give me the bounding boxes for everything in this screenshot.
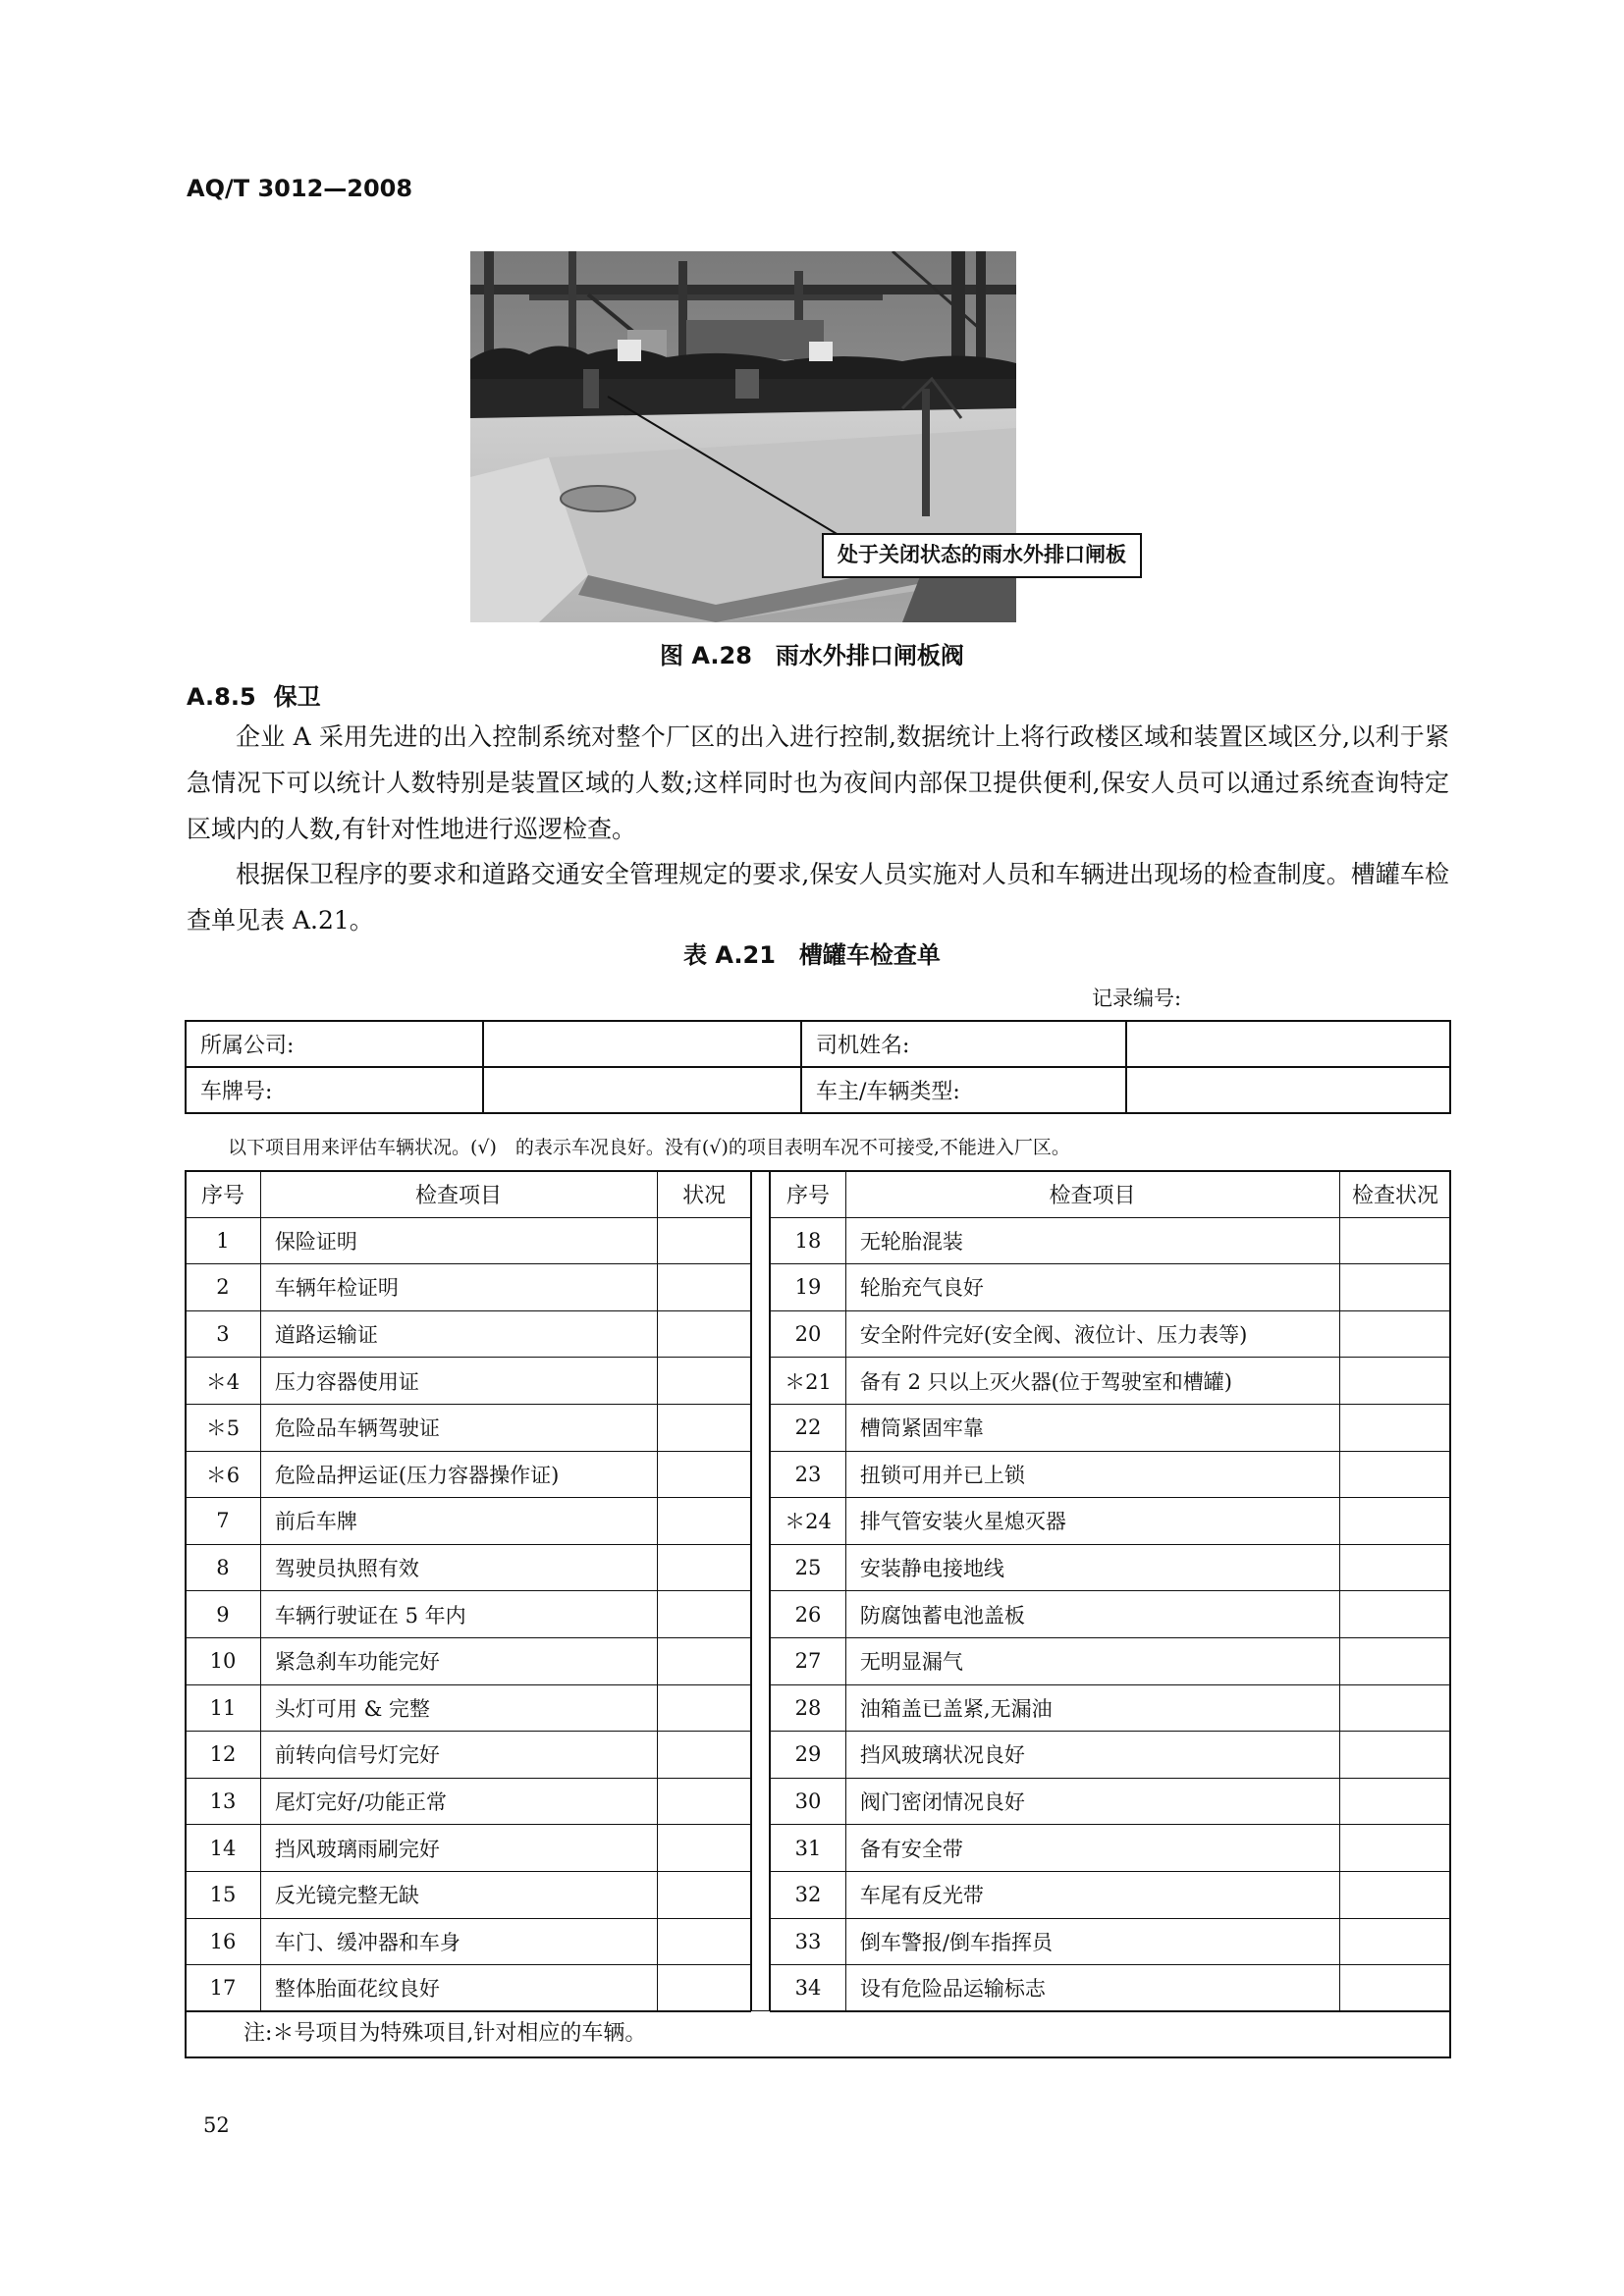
table-row [771,1825,1451,1872]
row-status-cell[interactable] [1340,1637,1451,1684]
owner-label: 车主/车辆类型: [801,1067,1126,1113]
table-row [771,1871,1451,1918]
row-item: 压力容器使用证 [260,1358,657,1405]
row-number: 19 [771,1264,846,1311]
figure-caption: 图 A.28 雨水外排口闸板阀 [660,642,964,669]
row-status-cell[interactable] [658,1310,751,1358]
row-status-cell[interactable] [658,1591,751,1638]
table-row [771,1264,1451,1311]
row-status-cell[interactable] [658,1217,751,1264]
row-number: 34 [771,1965,846,2012]
table-row [186,1264,751,1311]
row-item: 保险证明 [260,1217,657,1264]
row-item: 倒车警报/倒车指挥员 [845,1918,1339,1965]
row-number: 16 [186,1918,261,1965]
row-item: 驾驶员执照有效 [260,1544,657,1591]
table-row [186,1021,1450,1067]
table-row [186,1965,751,2012]
table-row [186,1825,751,1872]
table-row [186,1498,751,1545]
row-item: 整体胎面花纹良好 [260,1965,657,2012]
table-row [186,1404,751,1451]
row-number: 26 [771,1591,846,1638]
row-status-cell[interactable] [658,1451,751,1498]
row-number: 2 [186,1264,261,1311]
row-item: 油箱盖已盖紧,无漏油 [845,1684,1339,1732]
table-caption: 表 A.21 槽罐车检查单 [683,941,941,969]
row-number: ＊6 [186,1451,261,1498]
row-item: 前转向信号灯完好 [260,1732,657,1779]
row-item: 安装静电接地线 [845,1544,1339,1591]
header-num: 序号 [186,1171,261,1218]
record-number-label: 记录编号: [1092,987,1182,1010]
paragraph: 根据保卫程序的要求和道路交通安全管理规定的要求,保安人员实施对人员和车辆进出现场的检查制度。槽罐车检查单见表 A.21。 [187,860,1449,934]
checklist-left-body [186,1217,751,2011]
table-row [186,1544,751,1591]
section-heading [187,677,321,712]
row-number: 25 [771,1544,846,1591]
row-item: 排气管安装火星熄灭器 [845,1498,1339,1545]
evaluation-note: 以下项目用来评估车辆状况。(√) 的表示车况良好。没有(√)的项目表明车况不可接受,不能进入厂区。 [228,1137,1070,1158]
plate-label: 车牌号: [186,1067,483,1113]
row-status-cell[interactable] [1340,1684,1451,1732]
row-item: 车门、缓冲器和车身 [260,1918,657,1965]
row-status-cell[interactable] [1340,1451,1451,1498]
table-row [771,1778,1451,1825]
section-title: 保卫 [273,683,321,711]
row-item: 危险品车辆驾驶证 [260,1404,657,1451]
paragraph: 企业 A 采用先进的出入控制系统对整个厂区的出入进行控制,数据统计上将行政楼区域和装置区域区分,以利于紧急情况下可以统计人数特别是装置区域的人数;这样同时也为夜间内部保卫提供便利,保安人员可以通过系统查询特定区域内的人数,有针对性地进行巡逻检查。 [187,722,1449,843]
table-row [186,1310,751,1358]
row-status-cell[interactable] [658,1825,751,1872]
row-status-cell[interactable] [658,1778,751,1825]
row-item: 头灯可用 & 完整 [260,1684,657,1732]
row-item: 轮胎充气良好 [845,1264,1339,1311]
table-row [186,1217,751,1264]
page-number: 52 [203,2113,230,2137]
row-item: 挡风玻璃状况良好 [845,1732,1339,1779]
company-value-cell[interactable] [483,1021,801,1067]
row-number: 30 [771,1778,846,1825]
row-status-cell[interactable] [1340,1404,1451,1451]
table-row [186,1732,751,1779]
row-number: 20 [771,1310,846,1358]
row-status-cell[interactable] [658,1264,751,1311]
row-status-cell[interactable] [1340,1264,1451,1311]
table-header-row [186,1171,751,1218]
row-status-cell[interactable] [658,1404,751,1451]
table-row [771,1732,1451,1779]
row-number: ＊24 [771,1498,846,1545]
table-row [771,1637,1451,1684]
document-id: AQ/T 3012—2008 [187,175,413,202]
row-item: 紧急刹车功能完好 [260,1637,657,1684]
row-item: 车辆年检证明 [260,1264,657,1311]
row-number: 15 [186,1871,261,1918]
row-status-cell[interactable] [658,1871,751,1918]
table-row [186,1918,751,1965]
row-number: 7 [186,1498,261,1545]
checklist-right-body [771,1217,1451,2011]
row-item: 前后车牌 [260,1498,657,1545]
table-header-row [771,1171,1451,1218]
section-number: A.8.5 [187,683,256,711]
row-number: 14 [186,1825,261,1872]
row-status-cell[interactable] [1340,1217,1451,1264]
row-item: 安全附件完好(安全阀、液位计、压力表等) [845,1310,1339,1358]
table-row [771,1217,1451,1264]
row-status-cell[interactable] [1340,1498,1451,1545]
row-number: 22 [771,1404,846,1451]
header-status: 状况 [658,1171,751,1218]
table-row [771,1544,1451,1591]
company-label: 所属公司: [186,1021,483,1067]
row-item: 反光镜完整无缺 [260,1871,657,1918]
row-number: 3 [186,1310,261,1358]
row-status-cell[interactable] [1340,1871,1451,1918]
row-number: 33 [771,1918,846,1965]
checklist-left-table [185,1170,751,2012]
row-item: 危险品押运证(压力容器操作证) [260,1451,657,1498]
driver-value-cell[interactable] [1126,1021,1450,1067]
row-number: 27 [771,1637,846,1684]
row-number: 23 [771,1451,846,1498]
row-item: 备有 2 只以上灭火器(位于驾驶室和槽罐) [845,1358,1339,1405]
table-row [771,1404,1451,1451]
row-number: 28 [771,1684,846,1732]
table-row [771,1310,1451,1358]
header-status: 检查状况 [1340,1171,1451,1218]
row-status-cell[interactable] [1340,1825,1451,1872]
row-status-cell[interactable] [1340,1778,1451,1825]
row-item: 扭锁可用并已上锁 [845,1451,1339,1498]
row-item: 设有危险品运输标志 [845,1965,1339,2012]
row-number: 17 [186,1965,261,2012]
table-row [186,1451,751,1498]
table-row [771,1451,1451,1498]
row-status-cell[interactable] [1340,1544,1451,1591]
row-number: 1 [186,1217,261,1264]
table-row [186,1067,1450,1113]
owner-value-cell[interactable] [1126,1067,1450,1113]
row-status-cell[interactable] [1340,1310,1451,1358]
row-item: 车尾有反光带 [845,1871,1339,1918]
row-item: 挡风玻璃雨刷完好 [260,1825,657,1872]
row-status-cell[interactable] [1340,1918,1451,1965]
row-status-cell[interactable] [658,1544,751,1591]
table-footnote: 注:＊号项目为特殊项目,针对相应的车辆。 [185,2010,1451,2058]
table-row [186,1871,751,1918]
table-row [771,1918,1451,1965]
row-status-cell[interactable] [658,1498,751,1545]
row-item: 阀门密闭情况良好 [845,1778,1339,1825]
row-status-cell[interactable] [1340,1591,1451,1638]
row-item: 车辆行驶证在 5 年内 [260,1591,657,1638]
row-status-cell[interactable] [658,1684,751,1732]
plate-value-cell[interactable] [483,1067,801,1113]
table-row [186,1358,751,1405]
row-status-cell[interactable] [658,1637,751,1684]
row-number: ＊4 [186,1358,261,1405]
table-row [771,1684,1451,1732]
row-number: 12 [186,1732,261,1779]
row-status-cell[interactable] [1340,1358,1451,1405]
row-status-cell[interactable] [658,1732,751,1779]
row-status-cell[interactable] [1340,1732,1451,1779]
row-item: 防腐蚀蓄电池盖板 [845,1591,1339,1638]
row-status-cell[interactable] [1340,1965,1451,2012]
driver-label: 司机姓名: [801,1021,1126,1067]
row-item: 道路运输证 [260,1310,657,1358]
header-item: 检查项目 [845,1171,1339,1218]
row-number: 10 [186,1637,261,1684]
row-item: 备有安全带 [845,1825,1339,1872]
row-number: 13 [186,1778,261,1825]
row-number: 9 [186,1591,261,1638]
row-status-cell[interactable] [658,1358,751,1405]
row-number: 31 [771,1825,846,1872]
checklist-right-table [770,1170,1451,2012]
table-row [771,1498,1451,1545]
row-number: 29 [771,1732,846,1779]
table-row [186,1684,751,1732]
row-item: 尾灯完好/功能正常 [260,1778,657,1825]
row-number: 11 [186,1684,261,1732]
table-row [186,1778,751,1825]
row-item: 槽筒紧固牢靠 [845,1404,1339,1451]
row-number: 18 [771,1217,846,1264]
photo-callout-label: 处于关闭状态的雨水外排口闸板 [822,533,1142,578]
row-number: 8 [186,1544,261,1591]
row-number: 32 [771,1871,846,1918]
table-row [771,1965,1451,2012]
row-item: 无轮胎混装 [845,1217,1339,1264]
row-number: ＊21 [771,1358,846,1405]
header-num: 序号 [771,1171,846,1218]
row-status-cell[interactable] [658,1965,751,2012]
header-item: 检查项目 [260,1171,657,1218]
vehicle-info-table [185,1020,1451,1114]
table-row [186,1591,751,1638]
table-row [771,1591,1451,1638]
row-number: ＊5 [186,1404,261,1451]
row-item: 无明显漏气 [845,1637,1339,1684]
row-status-cell[interactable] [658,1918,751,1965]
table-row [186,1637,751,1684]
column-gap [751,1170,770,2010]
table-row [771,1358,1451,1405]
